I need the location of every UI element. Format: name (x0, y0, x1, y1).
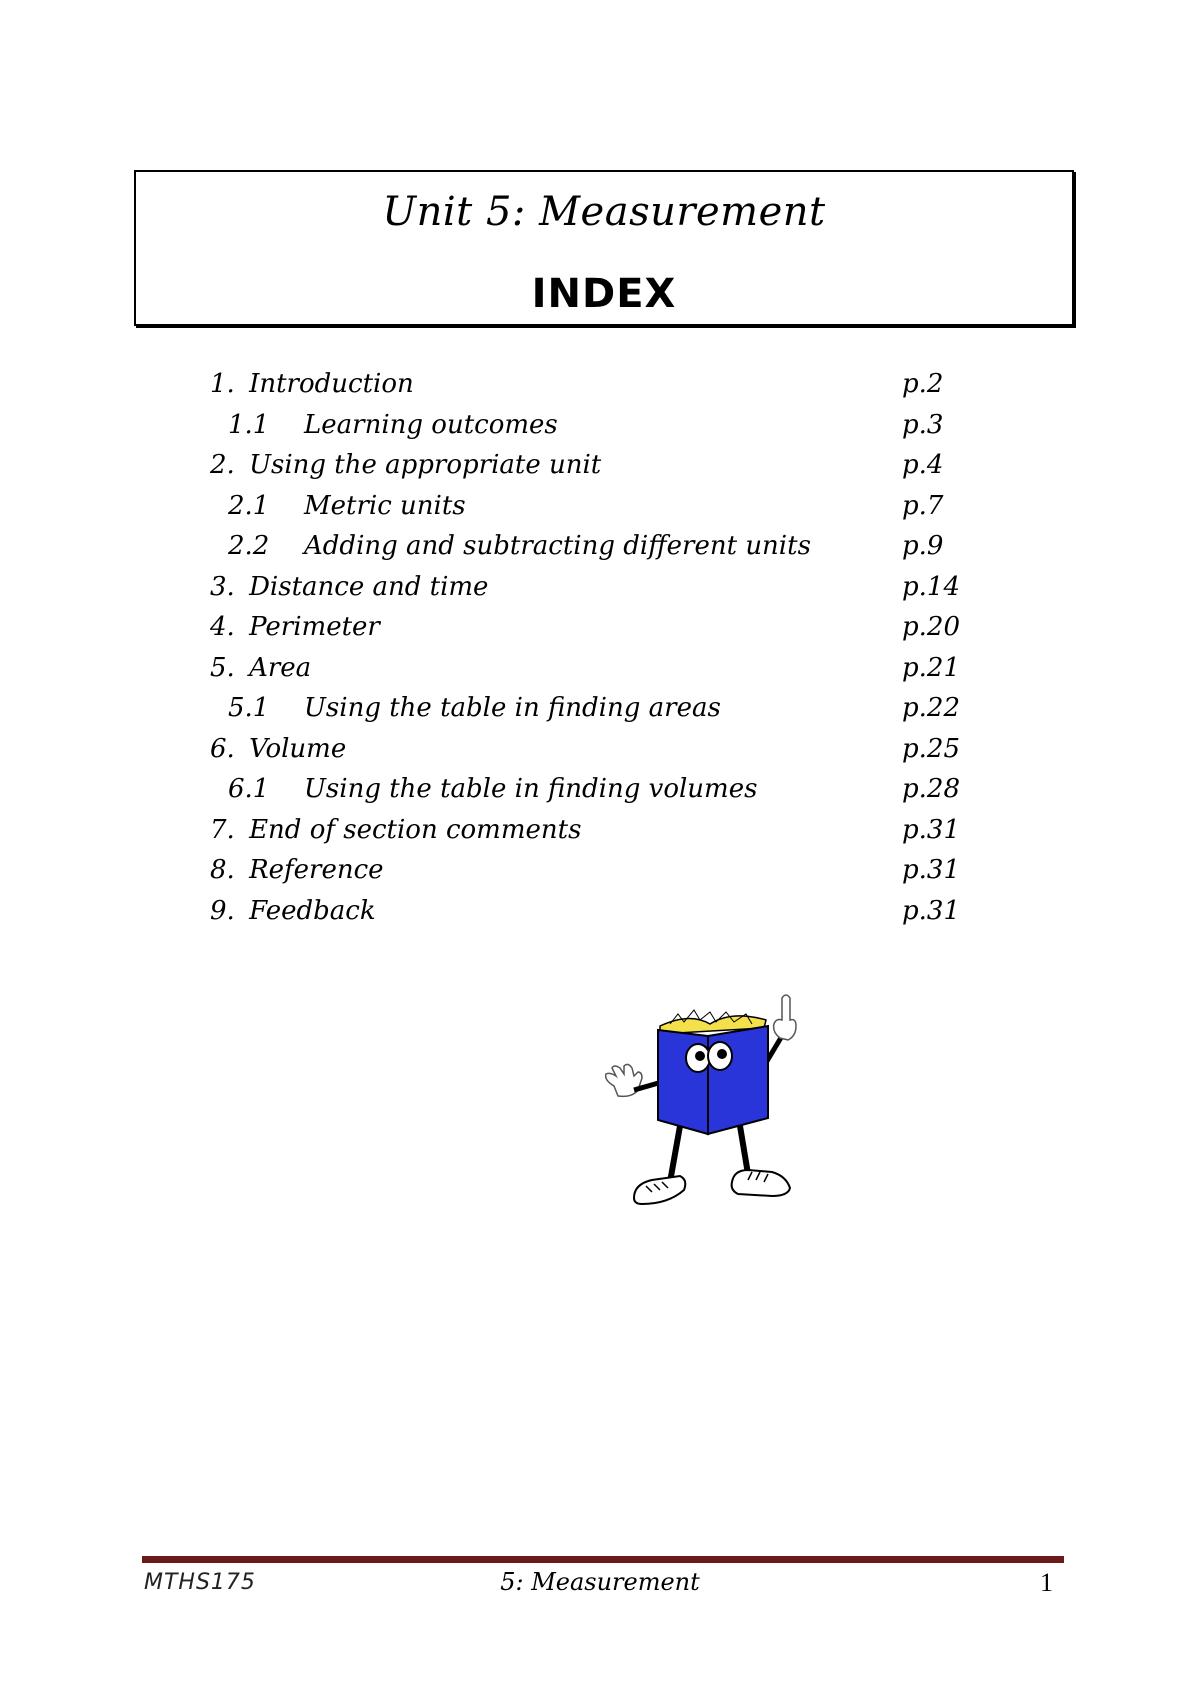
toc-entry-number: 5.1 (228, 693, 270, 723)
toc-entry-label: Metric units (304, 490, 466, 521)
toc-entry-page: p.31 (902, 814, 960, 845)
toc-entry[interactable] (210, 769, 970, 810)
toc-entry-number: 8. (210, 855, 235, 885)
toc-entry-number: 2. (210, 450, 235, 480)
toc-entry-number: 2.2 (228, 531, 270, 561)
toc-entry-number: 1. (210, 369, 235, 399)
table-of-contents (210, 364, 970, 931)
title-box (134, 170, 1074, 326)
toc-entry-label: Feedback (249, 895, 376, 926)
toc-entry-number: 9. (210, 895, 235, 926)
toc-entry-number: 1.1 (228, 409, 270, 440)
toc-entry-page: p.22 (902, 693, 960, 723)
toc-entry-number: 7. (210, 814, 235, 845)
toc-entry-label: Area (249, 652, 312, 683)
footer-course-code: MTHS175 (144, 1570, 256, 1595)
toc-entry-label: Reference (249, 855, 384, 885)
toc-entry-page: p.20 (902, 612, 960, 642)
toc-entry[interactable] (210, 364, 970, 405)
toc-entry[interactable] (210, 445, 970, 486)
toc-entry[interactable] (210, 688, 970, 729)
toc-entry[interactable] (210, 729, 970, 770)
toc-entry-number: 5. (210, 652, 235, 683)
toc-entry-label: Learning outcomes (304, 409, 558, 440)
footer-rule (142, 1556, 1064, 1563)
toc-entry-label: Using the table in finding areas (304, 693, 721, 723)
index-heading: INDEX (531, 271, 677, 317)
toc-entry[interactable] (210, 850, 970, 891)
toc-entry-number: 6. (210, 733, 235, 764)
toc-entry[interactable] (210, 405, 970, 446)
toc-entry-page: p.21 (902, 652, 960, 683)
toc-entry[interactable] (210, 567, 970, 608)
toc-entry-page: p.31 (902, 895, 960, 926)
toc-entry-label: Using the appropriate unit (249, 450, 602, 480)
toc-entry-page: p.25 (902, 733, 960, 764)
toc-entry-number: 6.1 (228, 774, 270, 804)
toc-entry-page: p.9 (902, 531, 944, 561)
toc-entry-label: Adding and subtracting different units (304, 531, 811, 561)
toc-entry[interactable] (210, 526, 970, 567)
toc-entry[interactable] (210, 891, 970, 932)
toc-entry-page: p.31 (902, 855, 960, 885)
toc-entry-number: 3. (210, 571, 235, 602)
toc-entry-page: p.3 (902, 409, 944, 440)
toc-entry[interactable] (210, 810, 970, 851)
toc-entry-label: Volume (249, 733, 347, 764)
toc-entry-page: p.14 (902, 571, 960, 602)
toc-entry-label: Using the table in finding volumes (304, 774, 758, 804)
toc-entry-page: p.28 (902, 774, 960, 804)
toc-entry-label: End of section comments (249, 814, 582, 845)
toc-entry[interactable] (210, 648, 970, 689)
book-character-icon (594, 986, 834, 1226)
toc-entry[interactable] (210, 607, 970, 648)
footer-page-number: 1 (1040, 1568, 1053, 1597)
unit-title: Unit 5: Measurement (382, 189, 826, 235)
toc-entry-label: Introduction (249, 369, 414, 399)
toc-entry-number: 2.1 (228, 490, 270, 521)
toc-entry-page: p.7 (902, 490, 944, 521)
toc-entry[interactable] (210, 486, 970, 527)
footer-unit-title: 5: Measurement (500, 1568, 700, 1596)
toc-entry-label: Perimeter (249, 612, 380, 642)
toc-entry-page: p.2 (902, 369, 944, 399)
toc-entry-number: 4. (210, 612, 235, 642)
toc-entry-page: p.4 (902, 450, 944, 480)
toc-entry-label: Distance and time (249, 571, 489, 602)
